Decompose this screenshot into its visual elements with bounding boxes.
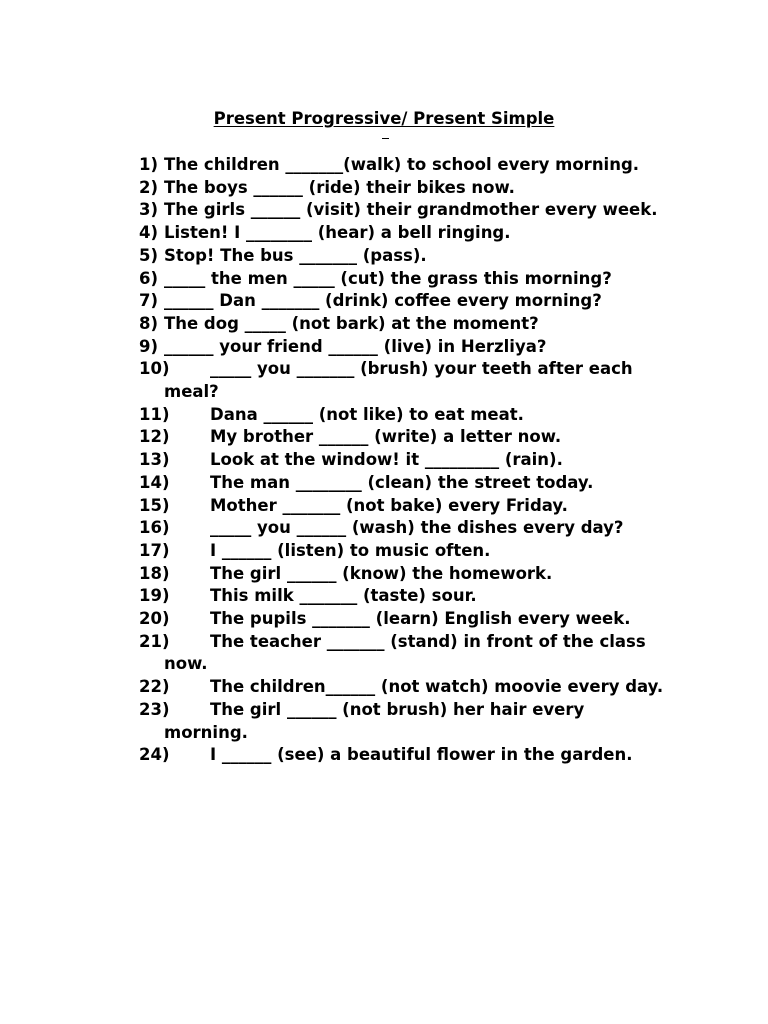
item-text: _____ the men _____ (cut) the grass this morning? <box>164 268 612 288</box>
exercise-item <box>0 177 768 200</box>
exercise-item <box>0 154 768 177</box>
item-number: 22) <box>139 677 170 697</box>
exercise-item <box>0 676 768 699</box>
item-text: This milk _______ (taste) sour. <box>210 586 477 606</box>
item-number: 20) <box>139 609 170 629</box>
item-number: 18) <box>139 563 170 583</box>
item-number: 8) <box>139 313 159 333</box>
item-text: Listen! I ________ (hear) a bell ringing. <box>164 223 511 243</box>
item-number: 21) <box>139 631 170 651</box>
item-number: 2) <box>139 177 159 197</box>
item-number: 23) <box>139 699 170 719</box>
exercise-item <box>0 472 768 495</box>
exercise-list <box>0 154 768 767</box>
item-number: 17) <box>139 540 170 560</box>
exercise-item <box>0 585 768 608</box>
item-text: Look at the window! it _________ (rain). <box>210 450 563 470</box>
exercise-item <box>0 358 768 403</box>
item-number: 24) <box>139 745 170 765</box>
title-underscore-mark <box>382 138 389 139</box>
item-number: 6) <box>139 268 159 288</box>
item-number: 15) <box>139 495 170 515</box>
item-number: 3) <box>139 200 159 220</box>
item-number: 7) <box>139 291 159 311</box>
item-text: Mother _______ (not bake) every Friday. <box>210 495 568 515</box>
item-number: 10) <box>139 359 170 379</box>
item-text: Stop! The bus _______ (pass). <box>164 245 427 265</box>
item-number: 19) <box>139 586 170 606</box>
exercise-item <box>0 313 768 336</box>
item-text: Dana ______ (not like) to eat meat. <box>210 404 524 424</box>
exercise-item <box>0 495 768 518</box>
item-text: The children______ (not watch) moovie every day. <box>210 677 664 697</box>
item-text: The girl ______ (not brush) her hair every morning. <box>164 699 585 742</box>
item-text: _____ you _______ (brush) your teeth after each meal? <box>164 359 633 402</box>
exercise-item <box>0 608 768 631</box>
item-number: 14) <box>139 472 170 492</box>
exercise-item <box>0 222 768 245</box>
item-text: ______ your friend ______ (live) in Herzliya? <box>164 336 547 356</box>
item-number: 16) <box>139 518 170 538</box>
item-number: 13) <box>139 450 170 470</box>
exercise-item <box>0 699 768 744</box>
item-text: _____ you ______ (wash) the dishes every day? <box>210 518 624 538</box>
item-text: The teacher _______ (stand) in front of the class now. <box>164 631 646 674</box>
exercise-item <box>0 563 768 586</box>
exercise-item <box>0 426 768 449</box>
item-text: The boys ______ (ride) their bikes now. <box>164 177 515 197</box>
exercise-item <box>0 290 768 313</box>
exercise-item <box>0 540 768 563</box>
exercise-item <box>0 449 768 472</box>
item-text: ______ Dan _______ (drink) coffee every morning? <box>164 291 602 311</box>
exercise-item <box>0 199 768 222</box>
exercise-item <box>0 268 768 291</box>
item-number: 1) <box>139 155 159 174</box>
item-number: 5) <box>139 245 159 265</box>
item-text: The girl ______ (know) the homework. <box>210 563 553 583</box>
item-text: The children _______(walk) to school every morning. <box>164 155 640 174</box>
item-number: 9) <box>139 336 159 356</box>
exercise-item <box>0 744 768 767</box>
exercise-item <box>0 245 768 268</box>
exercise-item <box>0 404 768 427</box>
item-text: The pupils _______ (learn) English every week. <box>210 609 631 629</box>
item-text: The girls ______ (visit) their grandmother every week. <box>164 200 658 220</box>
item-text: I ______ (listen) to music often. <box>210 540 491 560</box>
item-number: 11) <box>139 404 170 424</box>
exercise-item <box>0 631 768 676</box>
item-number: 12) <box>139 427 170 447</box>
item-number: 4) <box>139 223 159 243</box>
item-text: My brother ______ (write) a letter now. <box>210 427 562 447</box>
item-text: I ______ (see) a beautiful flower in the garden. <box>210 745 633 765</box>
item-text: The dog _____ (not bark) at the moment? <box>164 313 539 333</box>
page-title: Present Progressive/ Present Simple <box>213 109 555 128</box>
item-text: The man ________ (clean) the street today. <box>210 472 594 492</box>
exercise-item <box>0 336 768 359</box>
exercise-item <box>0 517 768 540</box>
